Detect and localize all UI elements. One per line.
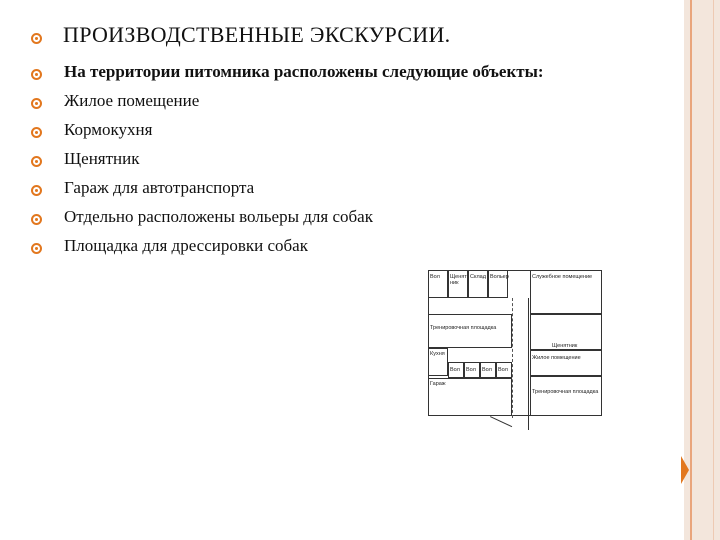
plan-label-vol3: Вол <box>466 367 476 373</box>
bullet-item: Щенятник <box>64 149 140 168</box>
bullet-icon <box>31 156 42 167</box>
bullet-icon <box>31 185 42 196</box>
plan-label-shchenyatnik2: Щенятник <box>552 343 578 349</box>
plan-label-vol2: Вол <box>450 367 460 373</box>
plan-label-zhiloe: Жилое помещение <box>532 355 581 361</box>
bullet-icon <box>31 33 42 44</box>
bullet-icon <box>31 69 42 80</box>
plan-label-garazh: Гараж <box>430 381 446 387</box>
plan-label-shchenyatnik: Щенят ник <box>450 274 467 286</box>
plan-label-vol: Вол <box>430 274 440 280</box>
plan-label-sluzhebnoe: Служебное помещение <box>532 274 593 280</box>
bullet-item-intro: На территории питомника расположены следующие объекты: <box>64 62 544 81</box>
plan-label-kukhnya: Кухня <box>430 351 445 357</box>
bullet-icon <box>31 98 42 109</box>
bullet-item: Гараж для автотранспорта <box>64 178 255 197</box>
slide-side-line-thin <box>713 0 714 540</box>
bullet-icon <box>31 243 42 254</box>
bullet-icon <box>31 214 42 225</box>
plan-cell-zhiloe <box>530 350 602 376</box>
bullet-item: Кормокухня <box>64 120 153 139</box>
plan-gate-line <box>490 416 513 428</box>
bullet-item: Площадка для дрессировки собак <box>64 236 308 255</box>
plan-cell-trenirovochnaya-bottom <box>530 376 602 416</box>
slide-title: ПРОИЗВОДСТВЕННЫЕ ЭКСКУРСИИ. <box>63 22 451 47</box>
bullet-item: Жилое помещение <box>64 91 200 110</box>
plan-road-line <box>512 298 514 418</box>
slide-nav-marker-icon <box>681 456 689 484</box>
bullet-item: Отдельно расположены вольеры для собак <box>64 207 373 226</box>
plan-road-line <box>528 298 530 430</box>
plan-label-vol5: Вол <box>498 367 508 373</box>
plan-label-sklad: Склад <box>470 274 486 280</box>
plan-cell-trenirovochnaya-top <box>428 314 512 348</box>
plan-label-vol4: Вол <box>482 367 492 373</box>
plan-label-volery: Вольер <box>490 274 509 280</box>
plan-label-trenirovochnaya-top: Тренировочная площадка <box>430 325 497 331</box>
plan-label-trenirovochnaya-bottom: Тренировочная площадка <box>532 389 599 395</box>
floor-plan-diagram <box>428 270 602 434</box>
bullet-icon <box>31 127 42 138</box>
slide-side-line <box>690 0 692 540</box>
